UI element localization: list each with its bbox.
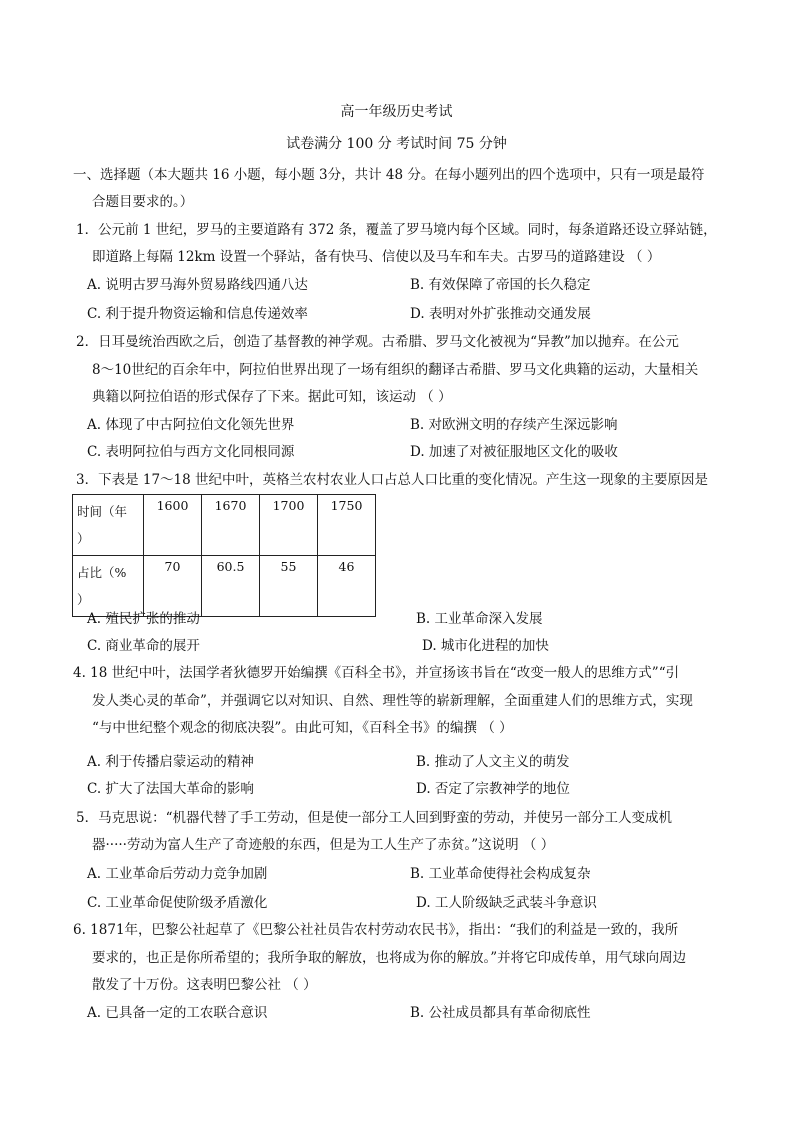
question-4-stem-line-1: 4. 18 世纪中叶，法国学者狄德罗开始编撰《百科全书》，并宣扬该书旨在“改变一般人的思维方式”“引 [73, 665, 680, 681]
table-header-share-b: ） [77, 592, 90, 607]
question-2-option-b[interactable]: B. 对欧洲文明的存续产生深远影响 [410, 417, 618, 433]
table-cell-year-1: 1600 [144, 495, 202, 556]
question-3-option-c[interactable]: C. 商业革命的展开 [87, 638, 200, 654]
section-instruction-line-2: 合题目要求的。） [92, 194, 194, 210]
table-cell-year-4: 1750 [318, 495, 376, 556]
question-1-stem-line-2: 即道路上每隔 12km 设置一个驿站，备有快马、信使以及马车和车夫。古罗马的道路建设 （ ） [92, 249, 661, 265]
table-cell-share-3: 55 [260, 556, 318, 617]
question-2-option-a[interactable]: A. 体现了中古阿拉伯文化领先世界 [87, 417, 295, 433]
question-4-stem-line-3: “与中世纪整个观念的彻底决裂”。由此可知，《百科全书》的编撰 （ ） [92, 720, 513, 736]
question-2-stem-line-2: 8～10世纪的百余年中，阿拉伯世界出现了一场有组织的翻译古希腊、罗马文化典籍的运动，大量相关 [92, 362, 699, 378]
table-header-share-a: 占比（% [77, 565, 127, 580]
question-1-stem-line-1: 1．公元前 1 世纪，罗马的主要道路有 372 条，覆盖了罗马境内每个区域。同时，每条道路还设立驿站链， [76, 222, 717, 238]
table-cell-share-1: 70 [144, 556, 202, 617]
question-5-stem-line-2: 器·····劳动为富人生产了奇迹般的东西，但是为工人生产了赤贫。”这说明 （ ） [92, 837, 555, 853]
question-1-option-a[interactable]: A. 说明古罗马海外贸易路线四通八达 [87, 277, 308, 293]
table-cell-year-2: 1670 [202, 495, 260, 556]
question-5-option-b[interactable]: B. 工业革命使得社会构成复杂 [410, 866, 591, 882]
question-1-option-b[interactable]: B. 有效保障了帝国的长久稳定 [410, 277, 591, 293]
question-3-option-d[interactable]: D. 城市化进程的加快 [422, 638, 549, 654]
question-5-stem-line-1: 5．马克思说：“机器代替了手工劳动，但是使一部分工人回到野蛮的劳动，并使另一部分工人变成机 [76, 810, 672, 826]
population-share-table [72, 494, 376, 617]
question-5-option-c[interactable]: C. 工业革命促使阶级矛盾激化 [87, 895, 268, 911]
question-1-option-d[interactable]: D. 表明对外扩张推动交通发展 [410, 306, 591, 322]
question-6-stem-line-3: 散发了十万份。这表明巴黎公社 （ ） [92, 977, 317, 993]
question-2-option-d[interactable]: D. 加速了对被征服地区文化的吸收 [410, 444, 618, 460]
question-2-stem-line-3: 典籍以阿拉伯语的形式保存了下来。据此可知，该运动 （ ） [92, 389, 452, 405]
question-4-option-c[interactable]: C. 扩大了法国大革命的影响 [87, 781, 254, 797]
question-3-option-a[interactable]: A. 殖民扩张的推动 [87, 611, 200, 627]
question-6-stem-line-1: 6. 1871年，巴黎公社起草了《巴黎公社社员告农村劳动农民书》，指出：“我们的利益是一致的，我所 [73, 922, 679, 938]
question-2-option-c[interactable]: C. 表明阿拉伯与西方文化同根同源 [87, 444, 295, 460]
question-6-option-b[interactable]: B. 公社成员都具有革命彻底性 [410, 1005, 591, 1021]
exam-subtitle: 试卷满分 100 分 考试时间 75 分钟 [286, 136, 507, 152]
question-3-stem-line-1: 3．下表是 17～18 世纪中叶，英格兰农村农业人口占总人口比重的变化情况。产生这一现象的主要原因是 [76, 472, 709, 488]
table-cell-year-3: 1700 [260, 495, 318, 556]
question-3-option-b[interactable]: B. 工业革命深入发展 [416, 611, 543, 627]
section-instruction-line-1: 一、选择题（本大题共 16 小题，每小题 3分，共计 48 分。在每小题列出的四个选项中，只有一项是最符 [73, 167, 705, 183]
table-cell-share-4: 46 [318, 556, 376, 617]
question-4-option-a[interactable]: A. 利于传播启蒙运动的精神 [87, 754, 254, 770]
question-6-option-a[interactable]: A. 已具备一定的工农联合意识 [87, 1005, 268, 1021]
question-2-stem-line-1: 2．日耳曼统治西欧之后，创造了基督教的神学观。古希腊、罗马文化被视为“异教”加以抛弃。在公元 [76, 334, 679, 350]
question-5-option-a[interactable]: A. 工业革命后劳动力竞争加剧 [87, 866, 268, 882]
table-header-time [73, 495, 144, 556]
table-cell-share-2: 60.5 [202, 556, 260, 617]
question-6-stem-line-2: 要求的，也正是你所希望的；我所争取的解放，也将成为你的解放。”并将它印成传单，用气球向周边 [92, 950, 687, 966]
question-4-stem-line-2: 发人类心灵的革命”，并强调它以对知识、自然、理性等的崭新理解，全面重建人们的思维方式，实现 [92, 693, 693, 709]
table-header-time-a: 时间（年 [77, 504, 128, 519]
table-row-years [73, 495, 376, 556]
question-1-option-c[interactable]: C. 利于提升物资运输和信息传递效率 [87, 306, 308, 322]
table-header-time-b: ） [77, 531, 90, 546]
exam-title: 高一年级历史考试 [340, 104, 453, 120]
question-4-option-d[interactable]: D. 否定了宗教神学的地位 [416, 781, 570, 797]
question-5-option-d[interactable]: D. 工人阶级缺乏武装斗争意识 [416, 895, 597, 911]
question-4-option-b[interactable]: B. 推动了人文主义的萌发 [416, 754, 570, 770]
